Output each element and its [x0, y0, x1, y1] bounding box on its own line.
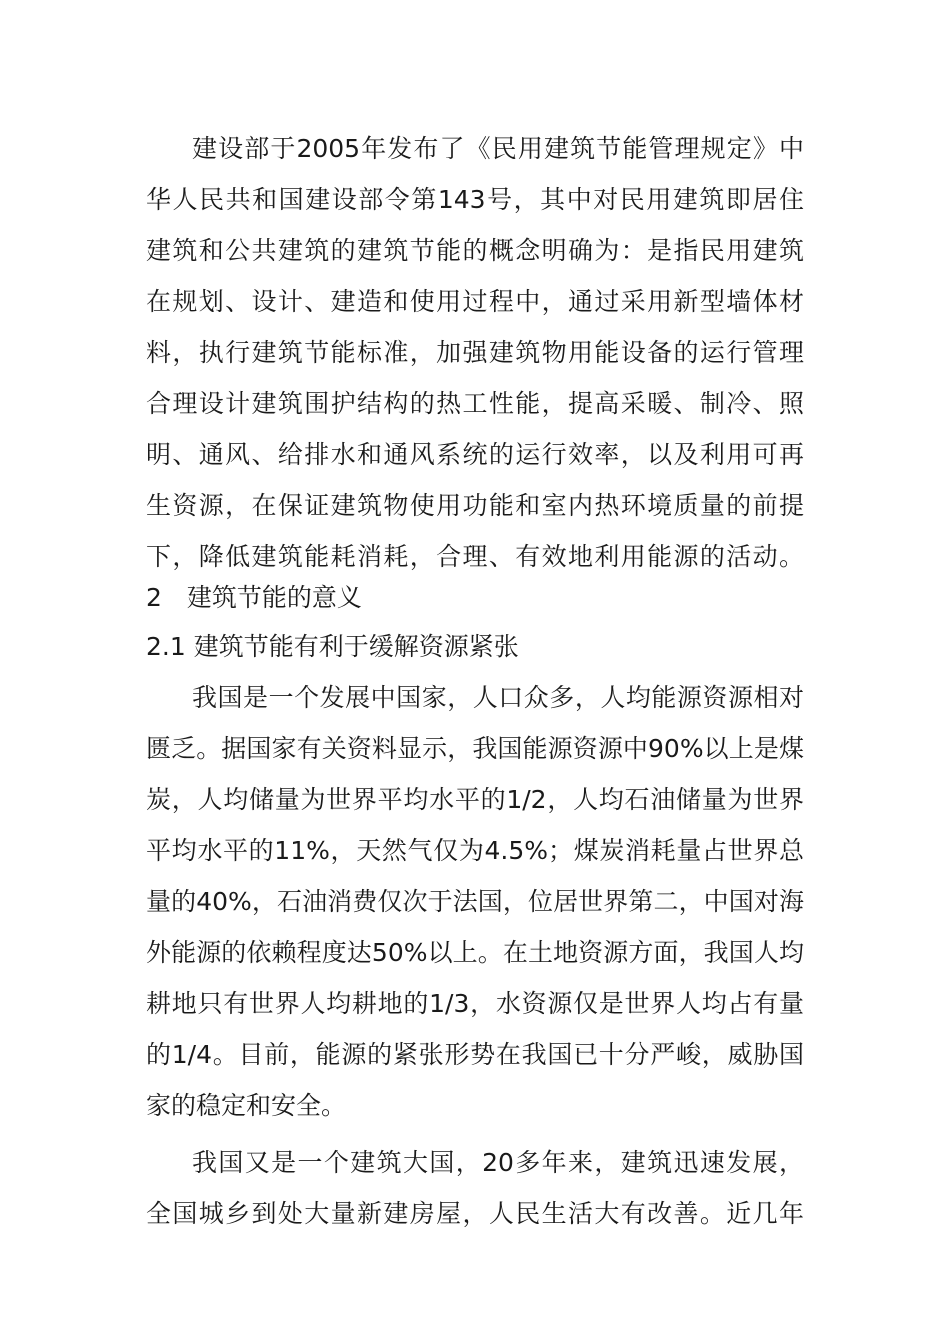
paragraph-1-line-4: 在规划、设计、建造和使用过程中，通过采用新型墙体材 — [146, 287, 804, 316]
paragraph-3-line-2: 全国城乡到处大量新建房屋，人民生活大有改善。近几年 — [146, 1199, 804, 1228]
paragraph-1-line-2: 华人民共和国建设部令第143号，其中对民用建筑即居住 — [146, 185, 804, 214]
paragraph-2-line-8: 的1/4。目前，能源的紧张形势在我国已十分严峻，威胁国 — [146, 1040, 804, 1069]
paragraph-3-line-1: 我国又是一个建筑大国，20多年来，建筑迅速发展， — [192, 1148, 804, 1177]
subsection-heading: 2.1 建筑节能有利于缓解资源紧张 — [146, 632, 519, 661]
paragraph-2-line-5: 量的40%，石油消费仅次于法国，位居世界第二，中国对海 — [146, 887, 804, 916]
paragraph-1-line-3: 建筑和公共建筑的建筑节能的概念明确为：是指民用建筑 — [146, 236, 804, 265]
section-heading: 2 建筑节能的意义 — [146, 583, 362, 612]
paragraph-2-line-7: 耕地只有世界人均耕地的1/3，水资源仅是世界人均占有量 — [146, 989, 804, 1018]
paragraph-1-line-6: 合理设计建筑围护结构的热工性能，提高采暖、制冷、照 — [146, 389, 804, 418]
paragraph-2-line-4: 平均水平的11%，天然气仅为4.5%；煤炭消耗量占世界总 — [146, 836, 804, 865]
paragraph-2-line-9: 家的稳定和安全。 — [146, 1091, 347, 1120]
paragraph-2-line-3: 炭，人均储量为世界平均水平的1/2，人均石油储量为世界 — [146, 785, 804, 814]
paragraph-2-line-6: 外能源的依赖程度达50%以上。在土地资源方面，我国人均 — [146, 938, 804, 967]
paragraph-1-line-8: 生资源，在保证建筑物使用功能和室内热环境质量的前提 — [146, 491, 804, 520]
paragraph-1-line-1: 建设部于2005年发布了《民用建筑节能管理规定》中 — [192, 134, 804, 163]
paragraph-2-line-1: 我国是一个发展中国家，人口众多，人均能源资源相对 — [192, 683, 804, 712]
paragraph-1-line-7: 明、通风、给排水和通风系统的运行效率，以及利用可再 — [146, 440, 804, 469]
paragraph-1-line-9: 下，降低建筑能耗消耗，合理、有效地利用能源的活动。 — [146, 542, 804, 571]
paragraph-1-line-5: 料，执行建筑节能标准，加强建筑物用能设备的运行管理 — [146, 338, 804, 367]
paragraph-2-line-2: 匮乏。据国家有关资料显示，我国能源资源中90%以上是煤 — [146, 734, 804, 763]
